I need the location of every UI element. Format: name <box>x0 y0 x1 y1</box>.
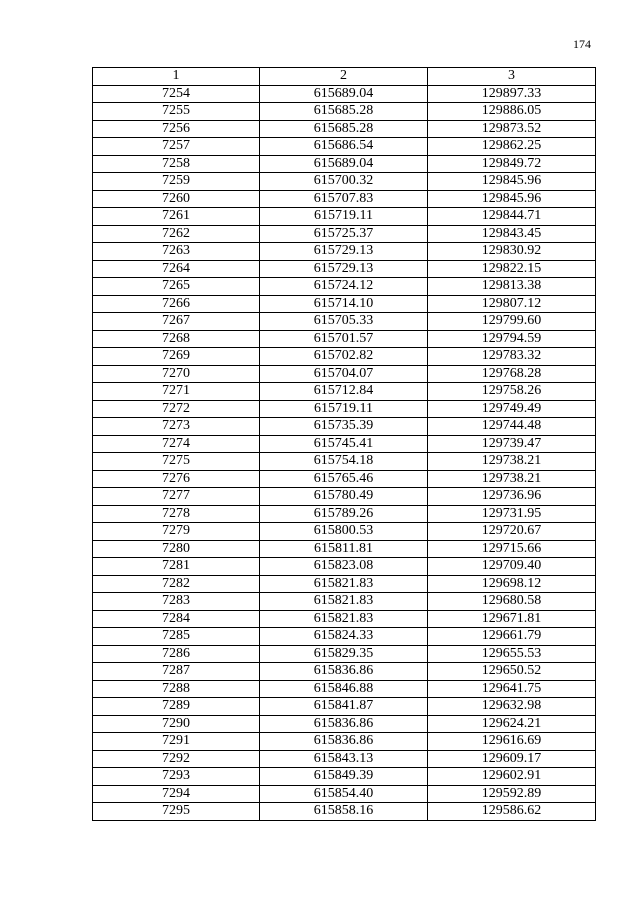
table-row <box>93 488 596 506</box>
table-header <box>93 68 596 86</box>
x-coordinate-cell: 615686.54 <box>260 138 428 156</box>
x-coordinate-cell: 615811.81 <box>260 540 428 558</box>
point-number-cell: 7281 <box>93 558 260 576</box>
x-coordinate-cell: 615765.46 <box>260 470 428 488</box>
y-coordinate-cell: 129845.96 <box>428 173 596 191</box>
y-coordinate-cell: 129738.21 <box>428 453 596 471</box>
x-coordinate-cell: 615858.16 <box>260 803 428 821</box>
y-coordinate-cell: 129843.45 <box>428 225 596 243</box>
point-number-cell: 7264 <box>93 260 260 278</box>
point-number-cell: 7269 <box>93 348 260 366</box>
point-number-cell: 7259 <box>93 173 260 191</box>
point-number-cell: 7255 <box>93 103 260 121</box>
point-number-cell: 7295 <box>93 803 260 821</box>
point-number-cell: 7268 <box>93 330 260 348</box>
y-coordinate-cell: 129886.05 <box>428 103 596 121</box>
x-coordinate-cell: 615854.40 <box>260 785 428 803</box>
point-number-cell: 7280 <box>93 540 260 558</box>
column-header-2: 2 <box>260 68 428 86</box>
y-coordinate-cell: 129807.12 <box>428 295 596 313</box>
table-row <box>93 558 596 576</box>
point-number-cell: 7291 <box>93 733 260 751</box>
point-number-cell: 7285 <box>93 628 260 646</box>
x-coordinate-cell: 615685.28 <box>260 103 428 121</box>
table-row <box>93 103 596 121</box>
y-coordinate-cell: 129736.96 <box>428 488 596 506</box>
point-number-cell: 7287 <box>93 663 260 681</box>
point-number-cell: 7258 <box>93 155 260 173</box>
point-number-cell: 7275 <box>93 453 260 471</box>
x-coordinate-cell: 615702.82 <box>260 348 428 366</box>
table-row <box>93 628 596 646</box>
y-coordinate-cell: 129873.52 <box>428 120 596 138</box>
table-row <box>93 750 596 768</box>
x-coordinate-cell: 615729.13 <box>260 260 428 278</box>
table-row <box>93 663 596 681</box>
point-number-cell: 7276 <box>93 470 260 488</box>
point-number-cell: 7270 <box>93 365 260 383</box>
x-coordinate-cell: 615719.11 <box>260 208 428 226</box>
x-coordinate-cell: 615829.35 <box>260 645 428 663</box>
x-coordinate-cell: 615821.83 <box>260 610 428 628</box>
x-coordinate-cell: 615821.83 <box>260 575 428 593</box>
point-number-cell: 7294 <box>93 785 260 803</box>
x-coordinate-cell: 615843.13 <box>260 750 428 768</box>
table-row <box>93 593 596 611</box>
table-row <box>93 383 596 401</box>
point-number-cell: 7267 <box>93 313 260 331</box>
x-coordinate-cell: 615846.88 <box>260 680 428 698</box>
table-row <box>93 785 596 803</box>
y-coordinate-cell: 129698.12 <box>428 575 596 593</box>
y-coordinate-cell: 129650.52 <box>428 663 596 681</box>
y-coordinate-cell: 129768.28 <box>428 365 596 383</box>
point-number-cell: 7286 <box>93 645 260 663</box>
point-number-cell: 7260 <box>93 190 260 208</box>
table-row <box>93 435 596 453</box>
table-row <box>93 470 596 488</box>
x-coordinate-cell: 615729.13 <box>260 243 428 261</box>
table-row <box>93 173 596 191</box>
table-row <box>93 645 596 663</box>
header-row <box>93 68 596 86</box>
y-coordinate-cell: 129862.25 <box>428 138 596 156</box>
x-coordinate-cell: 615789.26 <box>260 505 428 523</box>
table-row <box>93 715 596 733</box>
y-coordinate-cell: 129849.72 <box>428 155 596 173</box>
y-coordinate-cell: 129602.91 <box>428 768 596 786</box>
x-coordinate-cell: 615836.86 <box>260 715 428 733</box>
x-coordinate-cell: 615712.84 <box>260 383 428 401</box>
table-row <box>93 138 596 156</box>
point-number-cell: 7265 <box>93 278 260 296</box>
column-header-1: 1 <box>93 68 260 86</box>
point-number-cell: 7272 <box>93 400 260 418</box>
y-coordinate-cell: 129744.48 <box>428 418 596 436</box>
x-coordinate-cell: 615780.49 <box>260 488 428 506</box>
x-coordinate-cell: 615705.33 <box>260 313 428 331</box>
table-row <box>93 698 596 716</box>
point-number-cell: 7254 <box>93 85 260 103</box>
table-row <box>93 243 596 261</box>
table-row <box>93 400 596 418</box>
y-coordinate-cell: 129813.38 <box>428 278 596 296</box>
y-coordinate-cell: 129822.15 <box>428 260 596 278</box>
x-coordinate-cell: 615841.87 <box>260 698 428 716</box>
point-number-cell: 7266 <box>93 295 260 313</box>
table-row <box>93 453 596 471</box>
y-coordinate-cell: 129844.71 <box>428 208 596 226</box>
y-coordinate-cell: 129661.79 <box>428 628 596 646</box>
x-coordinate-cell: 615725.37 <box>260 225 428 243</box>
point-number-cell: 7290 <box>93 715 260 733</box>
y-coordinate-cell: 129830.92 <box>428 243 596 261</box>
point-number-cell: 7274 <box>93 435 260 453</box>
x-coordinate-cell: 615685.28 <box>260 120 428 138</box>
point-number-cell: 7262 <box>93 225 260 243</box>
table-row <box>93 225 596 243</box>
table-row <box>93 190 596 208</box>
table-row <box>93 295 596 313</box>
point-number-cell: 7293 <box>93 768 260 786</box>
table-row <box>93 155 596 173</box>
x-coordinate-cell: 615714.10 <box>260 295 428 313</box>
table-row <box>93 260 596 278</box>
point-number-cell: 7257 <box>93 138 260 156</box>
table-row <box>93 418 596 436</box>
table-row <box>93 330 596 348</box>
y-coordinate-cell: 129897.33 <box>428 85 596 103</box>
x-coordinate-cell: 615754.18 <box>260 453 428 471</box>
table-row <box>93 680 596 698</box>
y-coordinate-cell: 129616.69 <box>428 733 596 751</box>
table-row <box>93 120 596 138</box>
x-coordinate-cell: 615700.32 <box>260 173 428 191</box>
y-coordinate-cell: 129720.67 <box>428 523 596 541</box>
table-row <box>93 523 596 541</box>
x-coordinate-cell: 615735.39 <box>260 418 428 436</box>
point-number-cell: 7261 <box>93 208 260 226</box>
x-coordinate-cell: 615836.86 <box>260 663 428 681</box>
x-coordinate-cell: 615701.57 <box>260 330 428 348</box>
y-coordinate-cell: 129632.98 <box>428 698 596 716</box>
y-coordinate-cell: 129680.58 <box>428 593 596 611</box>
x-coordinate-cell: 615836.86 <box>260 733 428 751</box>
x-coordinate-cell: 615704.07 <box>260 365 428 383</box>
x-coordinate-cell: 615689.04 <box>260 85 428 103</box>
point-number-cell: 7288 <box>93 680 260 698</box>
x-coordinate-cell: 615707.83 <box>260 190 428 208</box>
table-row <box>93 803 596 821</box>
y-coordinate-cell: 129586.62 <box>428 803 596 821</box>
point-number-cell: 7277 <box>93 488 260 506</box>
y-coordinate-cell: 129758.26 <box>428 383 596 401</box>
x-coordinate-cell: 615821.83 <box>260 593 428 611</box>
y-coordinate-cell: 129731.95 <box>428 505 596 523</box>
x-coordinate-cell: 615745.41 <box>260 435 428 453</box>
y-coordinate-cell: 129845.96 <box>428 190 596 208</box>
table-row <box>93 85 596 103</box>
table-row <box>93 208 596 226</box>
table-row <box>93 540 596 558</box>
y-coordinate-cell: 129592.89 <box>428 785 596 803</box>
y-coordinate-cell: 129783.32 <box>428 348 596 366</box>
table-row <box>93 348 596 366</box>
x-coordinate-cell: 615689.04 <box>260 155 428 173</box>
table-row <box>93 733 596 751</box>
y-coordinate-cell: 129655.53 <box>428 645 596 663</box>
table-row <box>93 505 596 523</box>
y-coordinate-cell: 129794.59 <box>428 330 596 348</box>
y-coordinate-cell: 129799.60 <box>428 313 596 331</box>
point-number-cell: 7273 <box>93 418 260 436</box>
table-row <box>93 768 596 786</box>
point-number-cell: 7279 <box>93 523 260 541</box>
y-coordinate-cell: 129739.47 <box>428 435 596 453</box>
point-number-cell: 7284 <box>93 610 260 628</box>
table-row <box>93 575 596 593</box>
table-row <box>93 365 596 383</box>
table-row <box>93 610 596 628</box>
x-coordinate-cell: 615724.12 <box>260 278 428 296</box>
point-number-cell: 7282 <box>93 575 260 593</box>
point-number-cell: 7271 <box>93 383 260 401</box>
y-coordinate-cell: 129624.21 <box>428 715 596 733</box>
column-header-3: 3 <box>428 68 596 86</box>
table-body <box>93 85 596 820</box>
coordinates-table <box>92 67 596 821</box>
y-coordinate-cell: 129709.40 <box>428 558 596 576</box>
point-number-cell: 7256 <box>93 120 260 138</box>
page-number: 174 <box>573 37 591 51</box>
x-coordinate-cell: 615849.39 <box>260 768 428 786</box>
point-number-cell: 7283 <box>93 593 260 611</box>
y-coordinate-cell: 129738.21 <box>428 470 596 488</box>
x-coordinate-cell: 615823.08 <box>260 558 428 576</box>
table-row <box>93 278 596 296</box>
point-number-cell: 7278 <box>93 505 260 523</box>
x-coordinate-cell: 615719.11 <box>260 400 428 418</box>
point-number-cell: 7263 <box>93 243 260 261</box>
table-row <box>93 313 596 331</box>
x-coordinate-cell: 615800.53 <box>260 523 428 541</box>
y-coordinate-cell: 129715.66 <box>428 540 596 558</box>
point-number-cell: 7289 <box>93 698 260 716</box>
y-coordinate-cell: 129609.17 <box>428 750 596 768</box>
x-coordinate-cell: 615824.33 <box>260 628 428 646</box>
y-coordinate-cell: 129641.75 <box>428 680 596 698</box>
y-coordinate-cell: 129671.81 <box>428 610 596 628</box>
point-number-cell: 7292 <box>93 750 260 768</box>
y-coordinate-cell: 129749.49 <box>428 400 596 418</box>
